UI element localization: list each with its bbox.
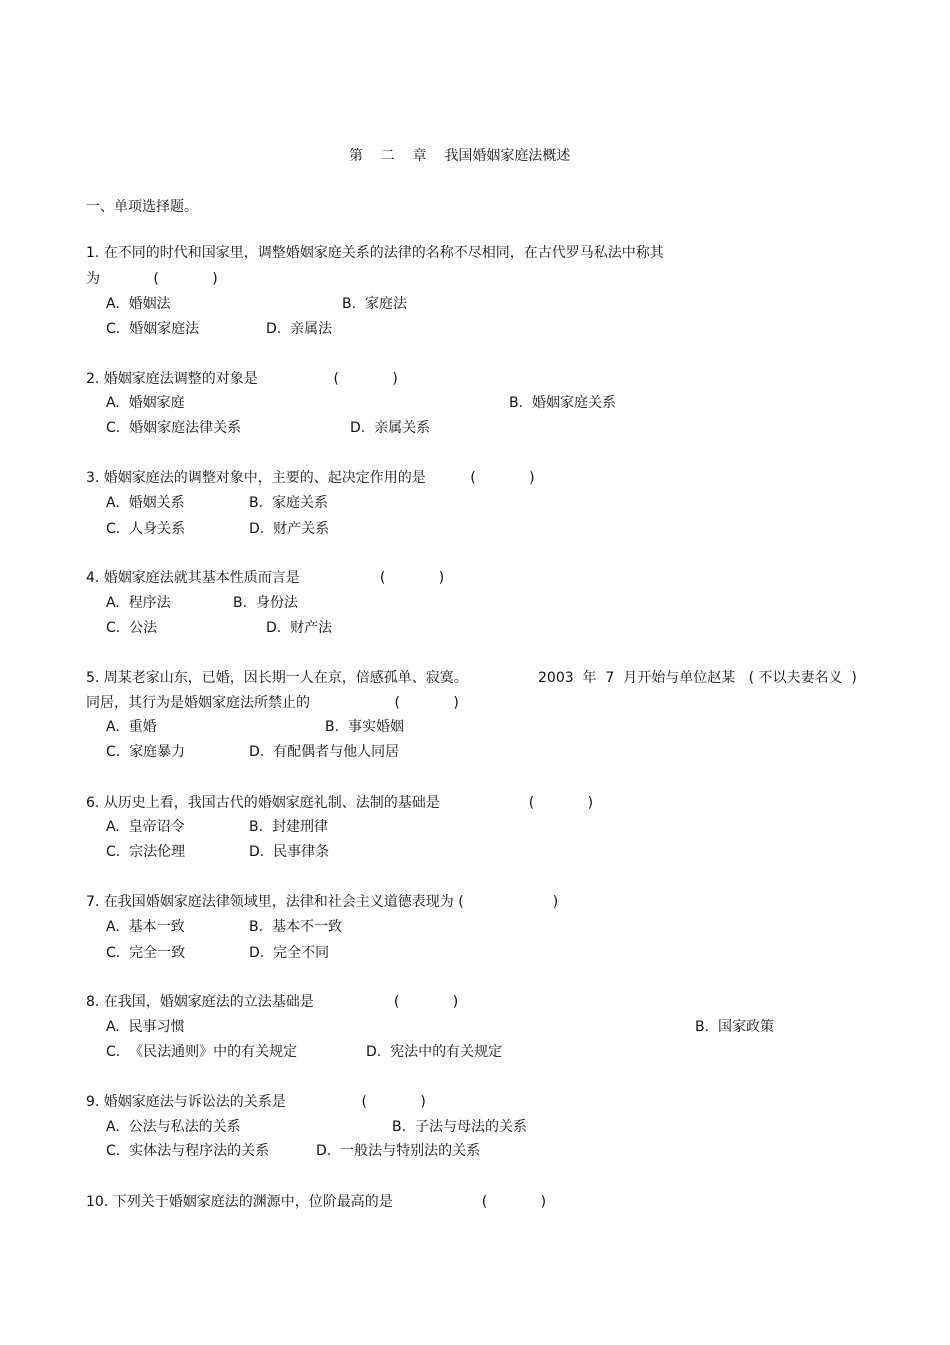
question-5-option-d: D. 有配偶者与他人同居: [249, 744, 400, 760]
question-7-option-b: B. 基本不一致: [249, 919, 342, 935]
question-6-option-b: B. 封建刑律: [249, 819, 328, 835]
question-6-option-c: C. 宗法伦理: [106, 844, 186, 860]
question-1-option-a: A. 婚姻法: [106, 296, 171, 312]
question-4-option-d: D. 财产法: [266, 620, 333, 636]
question-4-option-c: C. 公法: [106, 620, 158, 636]
question-10-text: 10. 下列关于婚姻家庭法的渊源中，位阶最高的是 ( ): [86, 1194, 547, 1210]
question-6-option-d: D. 民事律条: [249, 844, 330, 860]
question-3-option-a: A. 婚姻关系: [106, 495, 185, 511]
question-4-option-a: A. 程序法: [106, 595, 171, 611]
question-3-option-b: B. 家庭关系: [249, 495, 328, 511]
question-9-option-d: D. 一般法与特别法的关系: [316, 1143, 481, 1159]
question-7-option-c: C. 完全一致: [106, 945, 186, 961]
question-2-option-b: B. 婚姻家庭关系: [509, 395, 616, 411]
question-8-option-a: A. 民事习惯: [106, 1019, 185, 1035]
question-7-option-a: A. 基本一致: [106, 919, 185, 935]
question-9-option-c: C. 实体法与程序法的关系: [106, 1143, 270, 1159]
question-8-option-b: B. 国家政策: [695, 1019, 774, 1035]
question-6-option-a: A. 皇帝诏令: [106, 819, 185, 835]
chapter-title: 第 二 章 我国婚姻家庭法概述: [349, 148, 571, 164]
question-8-option-d: D. 宪法中的有关规定: [366, 1044, 503, 1060]
question-5-option-b: B. 事实婚姻: [325, 719, 404, 735]
question-1-option-d: D. 亲属法: [266, 321, 333, 337]
question-7-text: 7. 在我国婚姻家庭法律领域里，法律和社会主义道德表现为 ( ): [86, 894, 559, 910]
question-1-option-b: B. 家庭法: [342, 296, 407, 312]
question-8-option-c: C. 《民法通则》中的有关规定: [106, 1044, 298, 1060]
question-8-text: 8. 在我国，婚姻家庭法的立法基础是 ( ): [86, 994, 459, 1010]
section-heading: 一、单项选择题。: [86, 199, 198, 215]
question-2-option-c: C. 婚姻家庭法律关系: [106, 420, 242, 436]
question-9-text: 9. 婚姻家庭法与诉讼法的关系是 ( ): [86, 1094, 426, 1110]
question-3-text: 3. 婚姻家庭法的调整对象中，主要的、起决定作用的是 ( ): [86, 470, 535, 486]
question-1-option-c: C. 婚姻家庭法: [106, 321, 200, 337]
question-2-text: 2. 婚姻家庭法调整的对象是 ( ): [86, 371, 398, 387]
question-4-option-b: B. 身份法: [233, 595, 298, 611]
question-5-text: 5. 周某老家山东，已婚，因长期一人在京，倍感孤单、寂寞。: [86, 670, 468, 686]
question-6-text: 6. 从历史上看，我国古代的婚姻家庭礼制、法制的基础是 ( ): [86, 795, 594, 811]
question-5-option-c: C. 家庭暴力: [106, 744, 186, 760]
question-1-text: 1. 在不同的时代和国家里，调整婚姻家庭关系的法律的名称不尽相同，在古代罗马私法中称其: [86, 245, 664, 261]
question-2-option-d: D. 亲属关系: [350, 420, 431, 436]
question-5-text-right: 2003 年 7 月开始与单位赵某 ( 不以夫妻名义 ): [538, 670, 857, 686]
question-5-text-cont: 同居，其行为是婚姻家庭法所禁止的 ( ): [86, 695, 459, 711]
question-4-text: 4. 婚姻家庭法就其基本性质而言是 ( ): [86, 570, 445, 586]
question-2-option-a: A. 婚姻家庭: [106, 395, 185, 411]
question-3-option-d: D. 财产关系: [249, 521, 330, 537]
question-7-option-d: D. 完全不同: [249, 945, 330, 961]
question-9-option-b: B. 子法与母法的关系: [392, 1119, 527, 1135]
question-1-text-cont: 为 ( ): [86, 271, 218, 287]
question-9-option-a: A. 公法与私法的关系: [106, 1119, 241, 1135]
question-3-option-c: C. 人身关系: [106, 521, 186, 537]
question-5-option-a: A. 重婚: [106, 719, 157, 735]
